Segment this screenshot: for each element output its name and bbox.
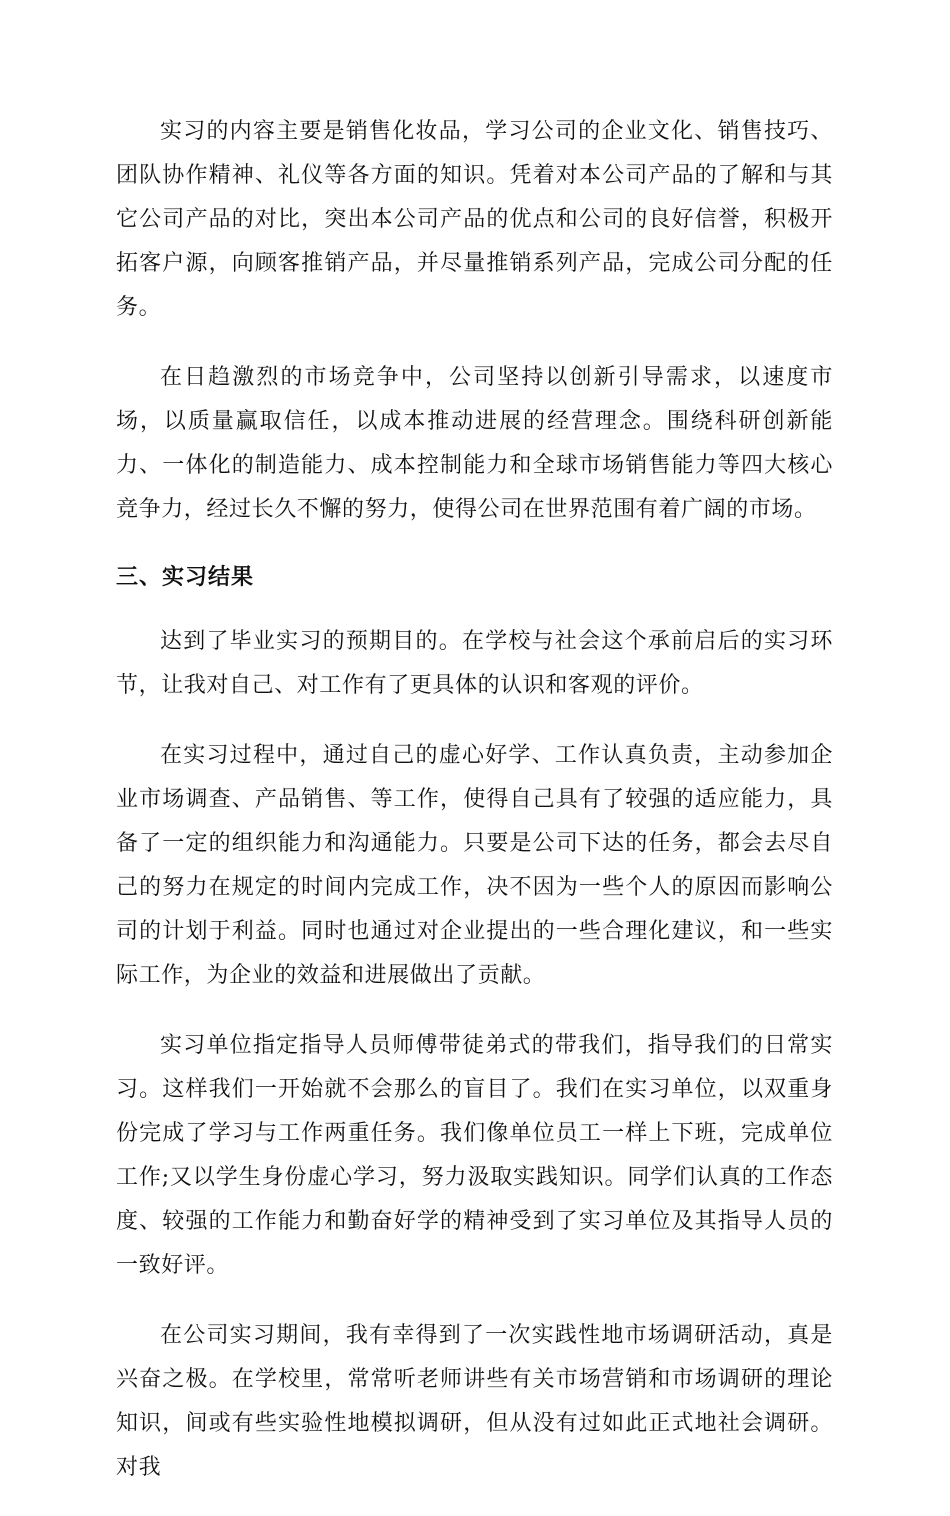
paragraph-internship-process: 在实习过程中，通过自己的虚心好学、工作认真负责，主动参加企业市场调查、产品销售、等工作，使得自己具有了较强的适应能力，具备了一定的组织能力和沟通能力。只要是公司下达的任务，都会去尽自己的努力在规定的时间内完成工作，决不因为一些个人的原因而影响公司的计划于利益。同时也通过对企业提出的一些合理化建议，和一些实际工作，为企业的效益和进展做出了贡献。	[116, 743, 833, 988]
paragraph-sales-content: 实习的内容主要是销售化妆品，学习公司的企业文化、销售技巧、团队协作精神、礼仪等各方面的知识。凭着对本公司产品的了解和与其它公司产品的对比，突出本公司产品的优点和公司的良好信誉，积极开拓客户源，向顾客推销产品，并尽量推销系列产品，完成公司分配的任务。	[116, 119, 833, 320]
paragraph-market-competition: 在日趋激烈的市场竞争中，公司坚持以创新引导需求，以速度市场，以质量赢取信任，以成本推动进展的经营理念。围绕科研创新能力、一体化的制造能力、成本控制能力和全球市场销售能力等四大核心竞争力，经过长久不懈的努力，使得公司在世界范围有着广阔的市场。	[116, 365, 833, 522]
paragraph-mentorship: 实习单位指定指导人员师傅带徒弟式的带我们，指导我们的日常实习。这样我们一开始就不会那么的盲目了。我们在实习单位，以双重身份完成了学习与工作两重任务。我们像单位员工一样上下班，完成单位工作;又以学生身份虚心学习，努力汲取实践知识。同学们认真的工作态度、较强的工作能力和勤奋好学的精神受到了实习单位及其指导人员的一致好评。	[116, 1033, 833, 1278]
document-body	[116, 110, 833, 1516]
paragraph-internship-goal: 达到了毕业实习的预期目的。在学校与社会这个承前启后的实习环节，让我对自己、对工作有了更具体的认识和客观的评价。	[116, 629, 833, 698]
section-heading: 三、实习结果	[116, 565, 255, 590]
paragraph-market-research: 在公司实习期间，我有幸得到了一次实践性地市场调研活动，真是兴奋之极。在学校里，常常听老师讲些有关市场营销和市场调研的理论知识，间或有些实验性地模拟调研，但从没有过如此正式地社会调研。对我	[116, 1323, 833, 1480]
